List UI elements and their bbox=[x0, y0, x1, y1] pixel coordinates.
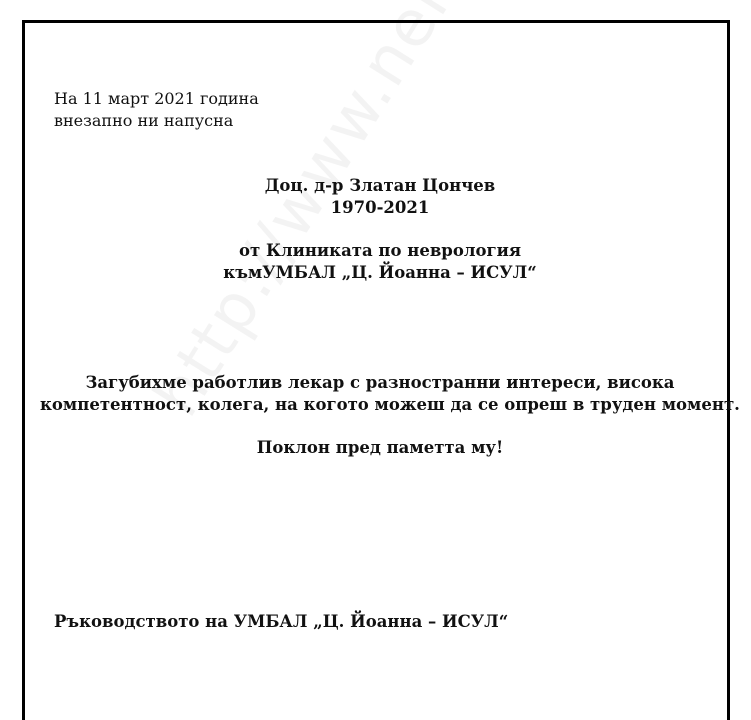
deceased-block bbox=[40, 175, 720, 219]
signature-text: Ръководството на УМБАЛ „Ц. Йоанна – ИСУЛ“ bbox=[54, 612, 509, 631]
tribute-text: Поклон пред паметта му! bbox=[256, 438, 504, 457]
clinic-block bbox=[40, 240, 720, 284]
deceased-name: Доц. д-р Златан Цончев bbox=[264, 176, 496, 195]
clinic-line-1: от Клиниката по неврология bbox=[238, 241, 522, 260]
intro-text bbox=[54, 88, 259, 132]
intro-date-line: На 11 март 2021 година bbox=[54, 89, 259, 108]
clinic-line-2: къмУМБАЛ „Ц. Йоанна – ИСУЛ“ bbox=[223, 263, 537, 282]
intro-departed-line: внезапно ни напусна bbox=[54, 111, 234, 130]
message-line-1: Загубихме работлив лекар с разностранни интереси, висока bbox=[85, 373, 675, 392]
message-block bbox=[40, 372, 740, 416]
deceased-years: 1970-2021 bbox=[330, 198, 430, 217]
message-line-2: компетентност, колега, на когото можеш да се опреш в труден момент. bbox=[40, 395, 740, 414]
